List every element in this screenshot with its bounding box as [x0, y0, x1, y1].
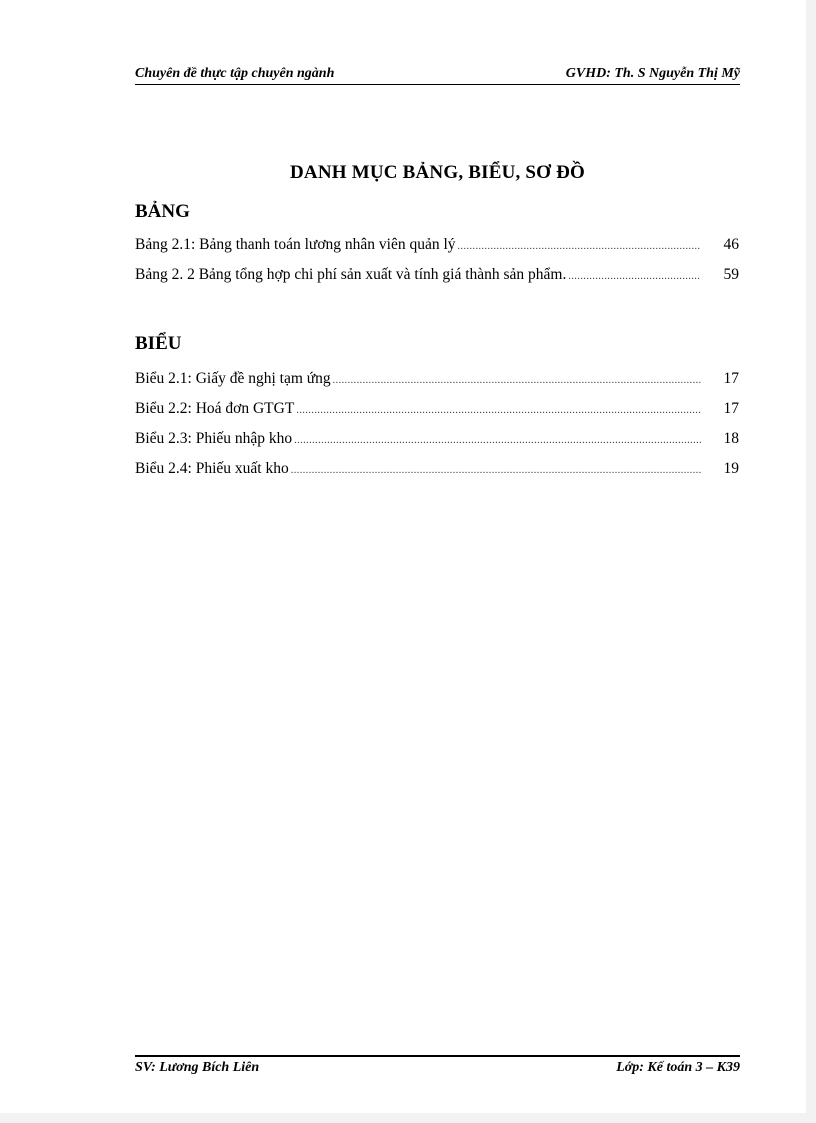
toc-entry-label: Biểu 2.2: Hoá đơn GTGT — [135, 400, 295, 417]
dot-leader — [568, 271, 701, 282]
page-shadow — [806, 0, 816, 1123]
page-title: DANH MỤC BẢNG, BIỂU, SƠ ĐỒ — [290, 162, 585, 183]
toc-entry-label: Bảng 2. 2 Bảng tổng hợp chi phí sản xuất và tính giá thành sản phẩm. — [135, 266, 567, 283]
dot-leader — [291, 465, 701, 476]
toc-entry-page: 59 — [723, 266, 739, 283]
toc-entry[interactable] — [135, 370, 739, 390]
footer-rule — [135, 1055, 740, 1057]
page-shadow — [0, 1113, 816, 1123]
footer-right-text: Lớp: Kế toán 3 – K39 — [616, 1060, 740, 1075]
dot-leader — [294, 435, 701, 446]
header-right-text: GVHD: Th. S Nguyễn Thị Mỹ — [565, 66, 740, 81]
dot-leader — [296, 405, 701, 416]
toc-entry-page: 46 — [723, 236, 739, 253]
toc-entry-page: 17 — [723, 370, 739, 387]
header-left-text: Chuyên đề thực tập chuyên ngành — [135, 66, 335, 81]
toc-entry-label: Biểu 2.4: Phiếu xuất kho — [135, 460, 289, 477]
toc-entry[interactable] — [135, 236, 739, 256]
toc-entry[interactable] — [135, 460, 739, 480]
section-heading-bang: BẢNG — [135, 201, 190, 222]
toc-entry-page: 19 — [723, 460, 739, 477]
toc-entry[interactable] — [135, 266, 739, 286]
page-footer — [135, 1060, 740, 1080]
footer-left-text: SV: Lương Bích Liên — [135, 1060, 260, 1075]
dot-leader — [458, 241, 701, 252]
toc-entry-page: 17 — [723, 400, 739, 417]
toc-entry-page: 18 — [723, 430, 739, 447]
toc-entry-label: Bảng 2.1: Bảng thanh toán lương nhân viên quản lý — [135, 236, 456, 253]
dot-leader — [333, 375, 701, 386]
section-heading-bieu: BIỂU — [135, 333, 182, 354]
toc-entry-label: Biểu 2.3: Phiếu nhập kho — [135, 430, 293, 447]
page-header — [135, 64, 740, 86]
header-rule — [135, 84, 740, 85]
toc-entry[interactable] — [135, 400, 739, 420]
toc-entry-label: Biểu 2.1: Giấy đề nghị tạm ứng — [135, 370, 331, 387]
toc-entry[interactable] — [135, 430, 739, 450]
